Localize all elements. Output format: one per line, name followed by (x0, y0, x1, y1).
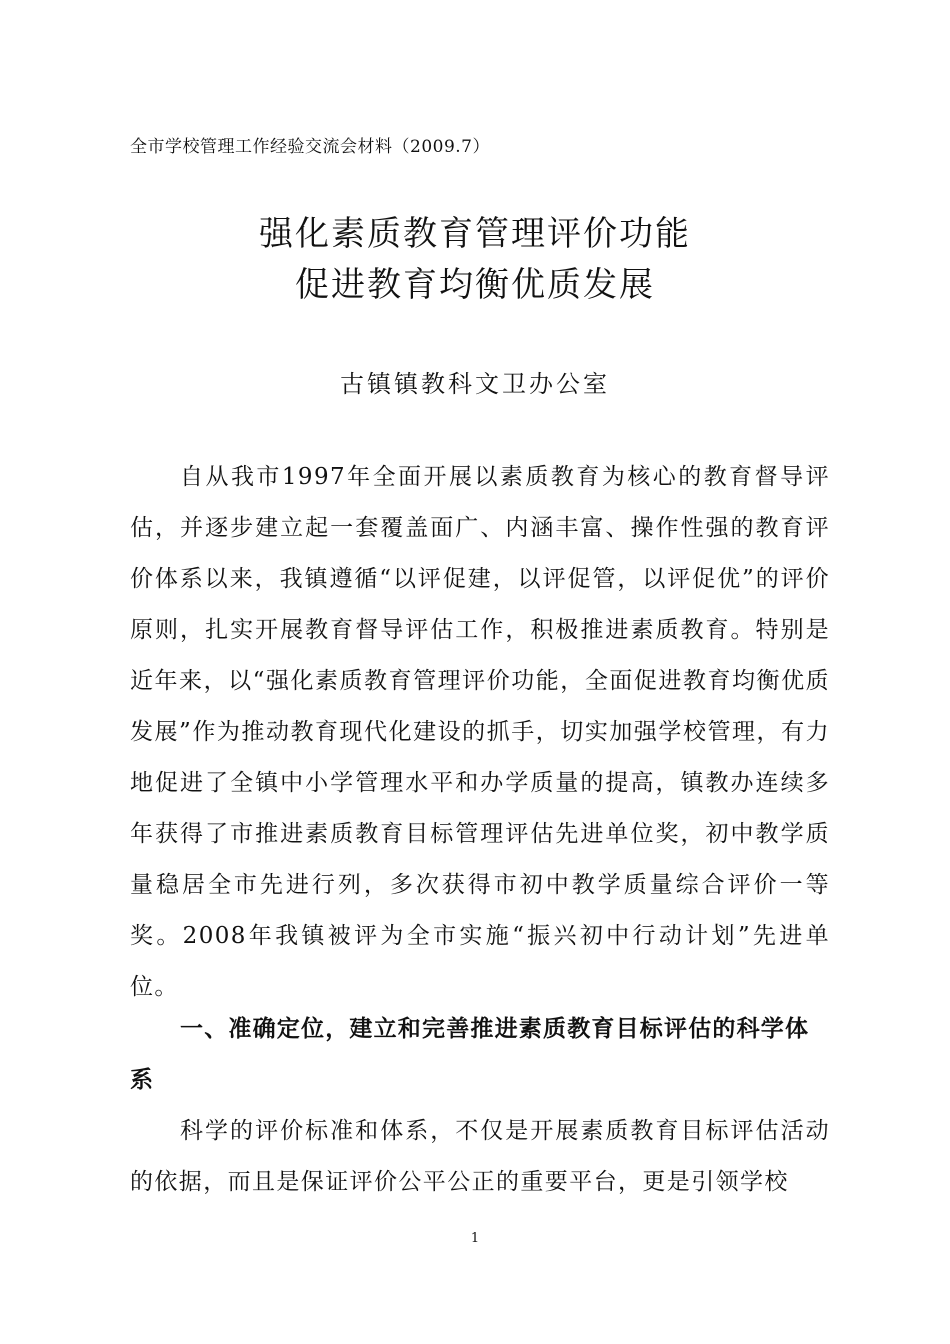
body-paragraph-2: 科学的评价标准和体系，不仅是开展素质教育目标评估活动的依据，而且是保证评价公平公正的重要平台，更是引领学校 (130, 1118, 830, 1195)
section-heading-1: 一、准确定位，建立和完善推进素质教育目标评估的科学体系 (130, 1016, 810, 1093)
document-header-line: 全市学校管理工作经验交流会材料（2009.7） (130, 137, 490, 157)
document-title-line-1: 强化素质教育管理评价功能 (259, 214, 691, 254)
document-author: 古镇镇教科文卫办公室 (340, 370, 610, 398)
document-title-line-2: 促进教育均衡优质发展 (295, 265, 655, 305)
body-paragraph-1: 自从我市1997年全面开展以素质教育为核心的教育督导评估，并逐步建立起一套覆盖面广、内涵丰富、操作性强的教育评价体系以来，我镇遵循“以评促建，以评促管，以评促优”的评价原则，扎实开展教育督导评估工作，积极推进素质教育。特别是近年来，以“强化素质教育管理评价功能，全面促进教育均衡优质发展”作为推动教育现代化建设的抓手，切实加强学校管理，有力地促进了全镇中小学管理水平和办学质量的提高，镇教办连续多年获得了市推进素质教育目标管理评估先进单位奖，初中教学质量稳居全市先进行列，多次获得市初中教学质量综合评价一等奖。2008年我镇被评为全市实施“振兴初中行动计划”先进单位。 (130, 464, 830, 1000)
page-number: 1 (470, 1231, 480, 1246)
